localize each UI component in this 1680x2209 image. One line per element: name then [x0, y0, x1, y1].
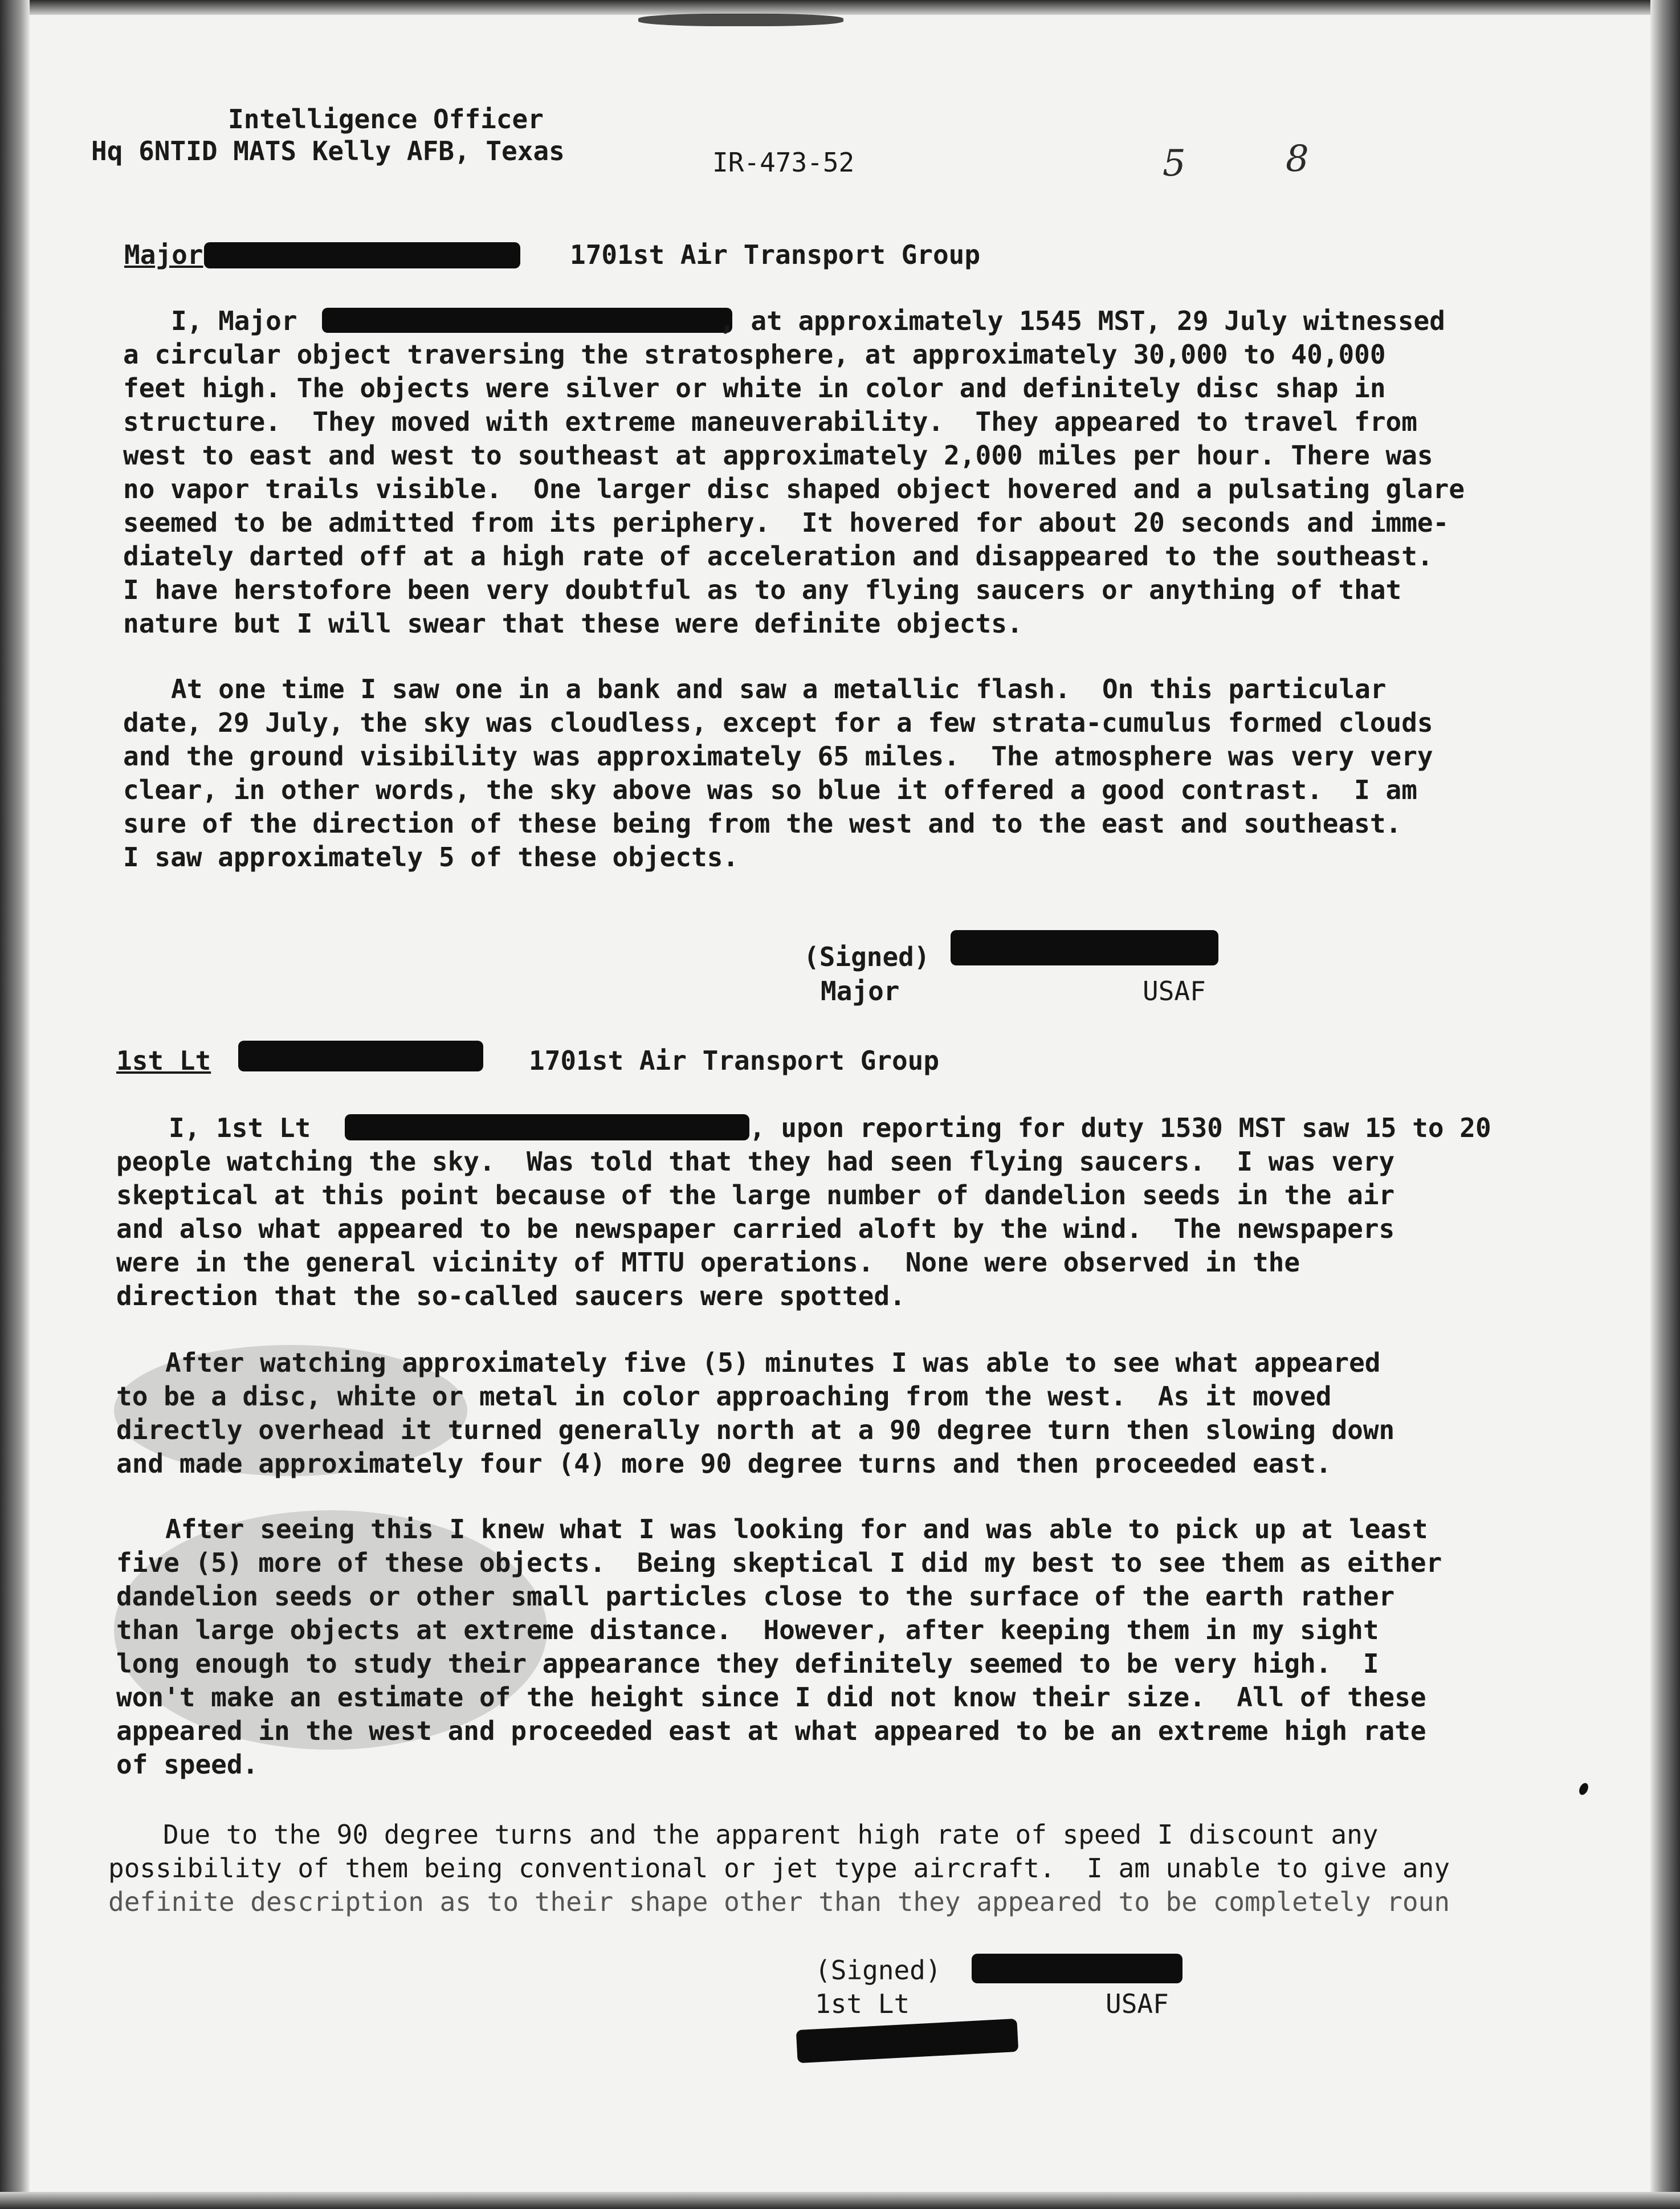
- section1-signature-service: USAF: [1143, 976, 1206, 1006]
- scan-edge-top: [0, 0, 1680, 15]
- section2-p3-line1: After seeing this I knew what I was looking for and was able to pick up at least: [165, 1514, 1428, 1544]
- section2-p3-line6: won't make an estimate of the height since I did not know their size. All of these: [116, 1682, 1426, 1713]
- section2-p3-line4: than large objects at extreme distance. However, after keeping them in my sight: [116, 1615, 1379, 1645]
- section1-p2-line4: clear, in other words, the sky above was so blue it offered a good contrast. I am: [123, 775, 1417, 805]
- signature-redaction: [972, 1954, 1182, 1983]
- section1-p1-line9: I have herstofore been very doubtful as to any flying saucers or anything of that: [123, 574, 1402, 605]
- section2-signed-label: (Signed): [815, 1955, 941, 1986]
- section2-p4-line3: definite description as to their shape other than they appeared to be completely roun: [108, 1886, 1450, 1917]
- section2-signature-service: USAF: [1106, 1988, 1169, 2019]
- section2-p1-line3: skeptical at this point because of the large number of dandelion seeds in the air: [116, 1180, 1395, 1211]
- section2-p2-line4: and made approximately four (4) more 90 degree turns and then proceeded east.: [116, 1448, 1332, 1479]
- section1-heading-rank: Major: [124, 239, 203, 270]
- signature-redaction: [951, 930, 1218, 965]
- addressee-title: Intelligence Officer: [228, 104, 544, 135]
- redaction-bar: [238, 1041, 483, 1071]
- section1-signature-rank: Major: [821, 976, 900, 1006]
- report-number: IR-473-52: [712, 147, 855, 178]
- page-mark-2: 8: [1286, 138, 1309, 180]
- section1-p2-line5: sure of the direction of these being from the west and to the east and southeast.: [123, 808, 1402, 839]
- section2-p3-line7: appeared in the west and proceeded east at what appeared to be an extreme high rate: [116, 1715, 1426, 1746]
- section2-p4-line1: Due to the 90 degree turns and the apparent high rate of speed I discount any: [163, 1819, 1379, 1850]
- scan-smudge: [638, 14, 843, 26]
- section2-p2-line3: directly overhead it turned generally north at a 90 degree turn then slowing down: [116, 1415, 1395, 1445]
- section1-p1-line4: structure. They moved with extreme maneuverability. They appeared to travel from: [123, 406, 1417, 437]
- section1-p1-line1a: I, Major: [171, 305, 297, 336]
- addressee-unit: Hq 6NTID MATS Kelly AFB, Texas: [91, 136, 565, 166]
- section1-p1-line2: a circular object traversing the stratosphere, at approximately 30,000 to 40,000: [123, 339, 1386, 370]
- section1-p1-line8: diately darted off at a high rate of acceleration and disappeared to the southeast.: [123, 541, 1433, 572]
- section2-p1-line2: people watching the sky. Was told that they had seen flying saucers. I was very: [116, 1146, 1395, 1177]
- page-mark-1: 5: [1163, 142, 1186, 185]
- redaction-bar: [345, 1114, 749, 1140]
- section2-signature-rank: 1st Lt: [815, 1988, 910, 2019]
- section2-p2-line2: to be a disc, white or metal in color approaching from the west. As it moved: [116, 1381, 1332, 1412]
- section1-p1-line1b: , at approximately 1545 MST, 29 July witnessed: [719, 305, 1445, 336]
- section2-p1-line5: were in the general vicinity of MTTU operations. None were observed in the: [116, 1247, 1300, 1278]
- redaction-bar: [204, 242, 520, 268]
- scan-edge-bottom: [0, 2192, 1680, 2209]
- section2-p3-line2: five (5) more of these objects. Being skeptical I did my best to see them as either: [116, 1547, 1442, 1578]
- section1-p1-line10: nature but I will swear that these were definite objects.: [123, 608, 1023, 639]
- section2-p1-line1b: , upon reporting for duty 1530 MST saw 15 to 20: [749, 1112, 1491, 1143]
- signature-redaction: [796, 2019, 1019, 2063]
- redaction-bar: [322, 308, 732, 333]
- section2-p3-line3: dandelion seeds or other small particles close to the surface of the earth rather: [116, 1581, 1395, 1612]
- section2-p1-line6: direction that the so-called saucers were spotted.: [116, 1281, 906, 1311]
- section1-p1-line6: no vapor trails visible. One larger disc shaped object hovered and a pulsating glare: [123, 474, 1465, 504]
- section2-p3-line8: of speed.: [116, 1749, 259, 1780]
- section1-p2-line3: and the ground visibility was approximately 65 miles. The atmosphere was very very: [123, 741, 1433, 772]
- scan-edge-left: [0, 0, 30, 2209]
- section1-p1-line5: west to east and west to southeast at approximately 2,000 miles per hour. There was: [123, 440, 1433, 471]
- section1-p2-line6: I saw approximately 5 of these objects.: [123, 842, 739, 873]
- section2-p1-line4: and also what appeared to be newspaper carried aloft by the wind. The newspapers: [116, 1213, 1395, 1244]
- section2-p2-line1: After watching approximately five (5) minutes I was able to see what appeared: [165, 1347, 1381, 1378]
- section2-p4-line2: possibility of them being conventional or jet type aircraft. I am unable to give any: [108, 1853, 1450, 1884]
- section2-p1-line1a: I, 1st Lt: [169, 1112, 311, 1143]
- scan-edge-right: [1650, 0, 1680, 2209]
- section2-p3-line5: long enough to study their appearance they definitely seemed to be very high. I: [116, 1648, 1379, 1679]
- section1-p1-line7: seemed to be admitted from its periphery. It hovered for about 20 seconds and imme-: [123, 507, 1449, 538]
- section1-p2-line2: date, 29 July, the sky was cloudless, except for a few strata-cumulus formed clouds: [123, 707, 1433, 738]
- section1-heading-unit: 1701st Air Transport Group: [570, 239, 981, 270]
- section1-signed-label: (Signed): [804, 942, 930, 972]
- section1-p1-line3: feet high. The objects were silver or white in color and definitely disc shap in: [123, 373, 1386, 404]
- section2-heading-rank: 1st Lt: [116, 1045, 211, 1076]
- section1-p2-line1: At one time I saw one in a bank and saw a metallic flash. On this particular: [171, 674, 1387, 704]
- ink-mark: [1577, 1782, 1590, 1796]
- section2-heading-unit: 1701st Air Transport Group: [529, 1045, 940, 1076]
